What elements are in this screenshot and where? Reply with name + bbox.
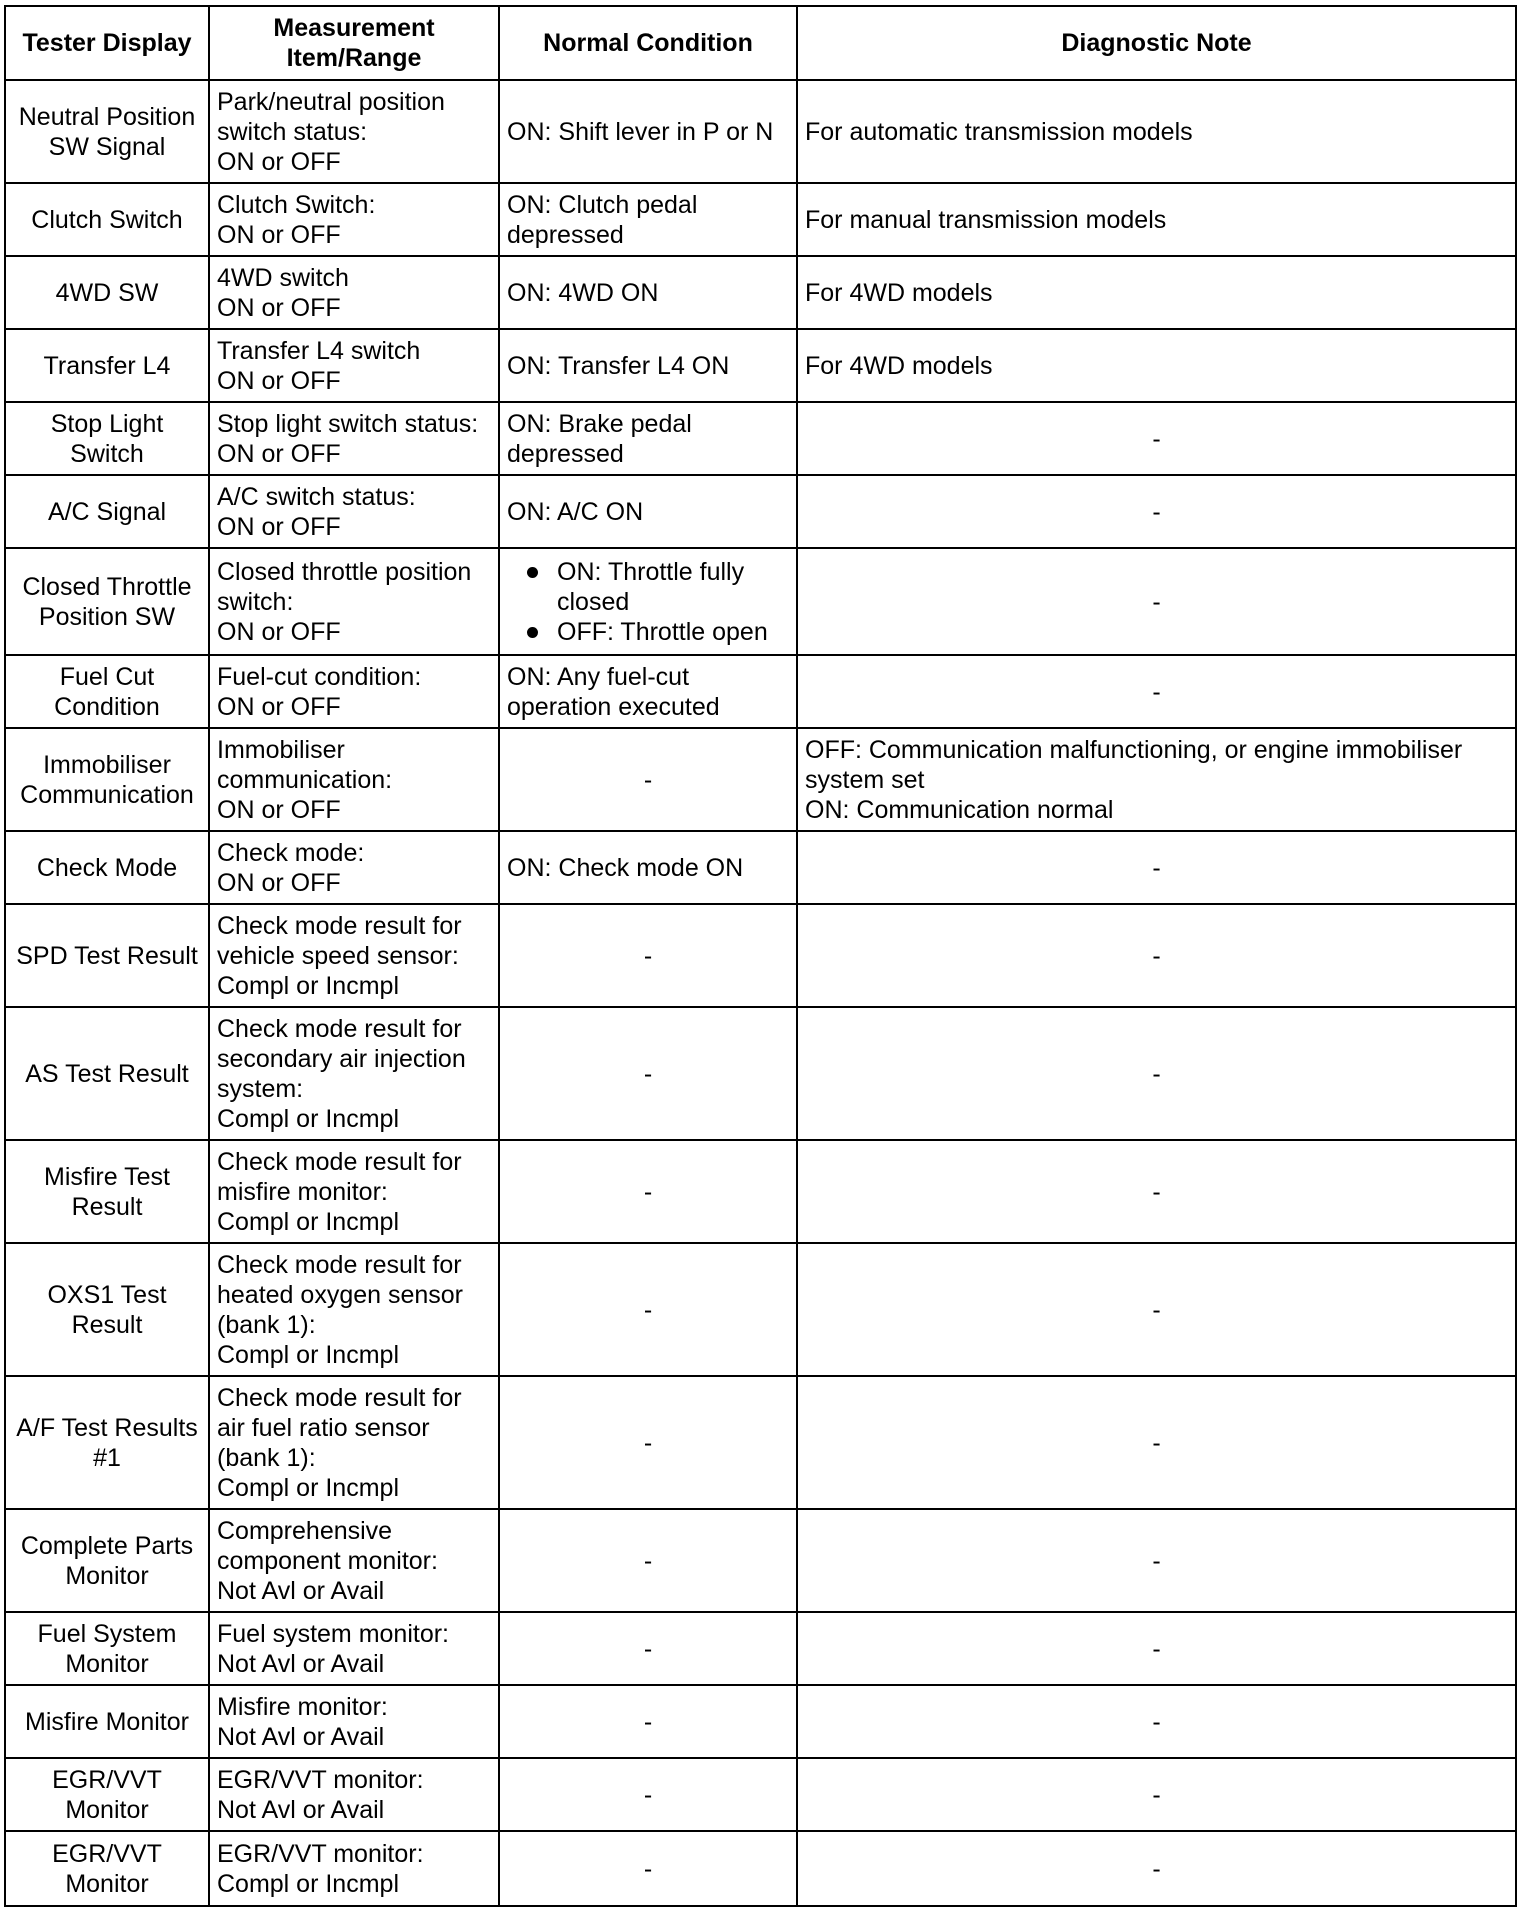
tester-display-cell-line: Condition	[54, 692, 160, 721]
diagnostic-note-cell	[797, 329, 1516, 402]
normal-condition-cell-line: depressed	[507, 220, 624, 249]
tester-display-cell	[5, 256, 209, 329]
bullet-list	[507, 557, 789, 647]
normal-condition-cell	[499, 1685, 797, 1758]
diagnostic-note-cell-line: For 4WD models	[805, 278, 993, 307]
measurement-cell	[209, 1243, 499, 1376]
measurement-cell-line: ON or OFF	[217, 617, 341, 646]
measurement-cell	[209, 831, 499, 904]
tester-display-cell-line: Stop Light	[50, 409, 164, 438]
measurement-cell-line: Check mode result for	[217, 1250, 462, 1279]
normal-condition-cell	[499, 1831, 797, 1906]
tester-display-cell	[5, 831, 209, 904]
measurement-cell-line: ON or OFF	[217, 512, 341, 541]
table-row	[5, 1831, 1516, 1906]
table-row	[5, 1612, 1516, 1685]
diagnostic-note-cell-line: ON: Communication normal	[805, 795, 1114, 824]
measurement-cell-line: ON or OFF	[217, 439, 341, 468]
bullet-item	[523, 557, 789, 617]
tester-display-cell-line: Fuel Cut	[59, 662, 155, 691]
measurement-cell-line: component monitor:	[217, 1546, 438, 1575]
normal-condition-cell	[499, 904, 797, 1007]
measurement-cell-line: Not Avl or Avail	[217, 1649, 385, 1678]
tester-display-table	[4, 5, 1517, 1907]
measurement-cell-line: Closed throttle position	[217, 557, 472, 586]
normal-condition-cell-line: -	[643, 1177, 653, 1206]
diagnostic-note-cell	[797, 1376, 1516, 1509]
diagnostic-note-cell-line: -	[1152, 1634, 1161, 1663]
table-row	[5, 475, 1516, 548]
normal-condition-cell	[499, 402, 797, 475]
diagnostic-note-cell-line: OFF: Communication malfunctioning, or engine immobiliser	[805, 735, 1463, 764]
diagnostic-note-cell	[797, 548, 1516, 655]
normal-condition-cell-line: ON: Brake pedal	[507, 409, 692, 438]
diagnostic-note-cell-line: -	[1152, 424, 1161, 453]
table-row	[5, 1685, 1516, 1758]
table-row	[5, 548, 1516, 655]
normal-condition-cell	[499, 80, 797, 183]
normal-condition-cell	[499, 329, 797, 402]
tester-display-cell-line: SW Signal	[48, 132, 166, 161]
tester-display-cell-line: Position SW	[38, 602, 176, 631]
normal-condition-cell	[499, 1758, 797, 1831]
table-row	[5, 728, 1516, 831]
measurement-cell-line: ON or OFF	[217, 795, 341, 824]
normal-condition-cell-line: ON: Any fuel-cut	[507, 662, 690, 691]
normal-condition-cell	[499, 475, 797, 548]
measurement-cell-line: Check mode result for	[217, 1383, 462, 1412]
bullet-item-line: OFF: Throttle open	[557, 617, 768, 646]
normal-condition-cell-line: depressed	[507, 439, 624, 468]
measurement-cell	[209, 402, 499, 475]
measurement-cell-line: Immobiliser	[217, 735, 345, 764]
measurement-cell-line: air fuel ratio sensor	[217, 1413, 430, 1442]
tester-display-cell	[5, 329, 209, 402]
diagnostic-note-cell	[797, 1831, 1516, 1906]
diagnostic-note-cell	[797, 256, 1516, 329]
measurement-cell-line: EGR/VVT monitor:	[217, 1765, 424, 1794]
diagnostic-note-cell	[797, 1758, 1516, 1831]
tester-display-cell-line: Monitor	[65, 1869, 149, 1898]
measurement-cell	[209, 1831, 499, 1906]
measurement-cell	[209, 1007, 499, 1140]
diagnostic-note-cell	[797, 1612, 1516, 1685]
tester-display-cell	[5, 475, 209, 548]
diagnostic-note-cell	[797, 1140, 1516, 1243]
tester-display-cell-line: Complete Parts	[20, 1531, 194, 1560]
tester-display-cell	[5, 1758, 209, 1831]
normal-condition-cell-line: -	[643, 1780, 653, 1809]
normal-condition-cell-line: operation executed	[507, 692, 720, 721]
normal-condition-cell	[499, 256, 797, 329]
measurement-cell-line: Transfer L4 switch	[217, 336, 421, 365]
tester-display-cell	[5, 1243, 209, 1376]
table-row	[5, 80, 1516, 183]
tester-display-cell-line: Misfire Test	[44, 1162, 170, 1191]
measurement-cell-line: switch:	[217, 587, 294, 616]
measurement-cell-line: A/C switch status:	[217, 482, 416, 511]
normal-condition-cell-line: -	[643, 1707, 653, 1736]
measurement-cell-line: ON or OFF	[217, 220, 341, 249]
header-measurement-item-range: Measurement Item/Range	[209, 6, 499, 80]
tester-display-cell-line: 4WD SW	[55, 278, 159, 307]
tester-display-cell-line: SPD Test Result	[16, 941, 198, 970]
table-row	[5, 1140, 1516, 1243]
measurement-cell-line: EGR/VVT monitor:	[217, 1839, 424, 1868]
normal-condition-cell-line: -	[643, 941, 653, 970]
header-tester-display: Tester Display	[5, 6, 209, 80]
tester-display-cell	[5, 1376, 209, 1509]
diagnostic-note-cell-line: -	[1152, 1780, 1161, 1809]
diagnostic-note-cell-line: For manual transmission models	[805, 205, 1167, 234]
tester-display-cell-line: EGR/VVT	[52, 1839, 162, 1868]
normal-condition-cell-line: -	[643, 765, 653, 794]
tester-display-cell-line: A/C Signal	[47, 497, 167, 526]
normal-condition-cell	[499, 1243, 797, 1376]
measurement-cell-line: secondary air injection	[217, 1044, 466, 1073]
diagnostic-note-cell-line: -	[1152, 497, 1161, 526]
measurement-cell-line: Comprehensive	[217, 1516, 393, 1545]
measurement-cell	[209, 183, 499, 256]
measurement-cell-line: ON or OFF	[217, 147, 341, 176]
normal-condition-cell	[499, 1140, 797, 1243]
measurement-cell-line: Not Avl or Avail	[217, 1795, 385, 1824]
measurement-cell-line: switch status:	[217, 117, 368, 146]
diagnostic-note-cell	[797, 904, 1516, 1007]
tester-display-cell	[5, 402, 209, 475]
tester-display-cell	[5, 548, 209, 655]
diagnostic-note-cell	[797, 831, 1516, 904]
diagnostic-note-cell-line: -	[1152, 1707, 1161, 1736]
tester-display-cell	[5, 655, 209, 728]
tester-display-cell-line: Communication	[20, 780, 194, 809]
normal-condition-cell-line: -	[643, 1428, 653, 1457]
measurement-cell-line: Clutch Switch:	[217, 190, 376, 219]
diagnostic-note-cell	[797, 80, 1516, 183]
tester-display-cell-line: AS Test Result	[25, 1059, 189, 1088]
table-body	[5, 80, 1516, 1906]
measurement-cell	[209, 904, 499, 1007]
measurement-cell-line: vehicle speed sensor:	[217, 941, 459, 970]
diagnostic-note-cell	[797, 475, 1516, 548]
tester-display-cell	[5, 728, 209, 831]
table-row	[5, 402, 1516, 475]
table-header-row	[5, 6, 1516, 80]
measurement-cell-line: ON or OFF	[217, 868, 341, 897]
measurement-cell	[209, 1685, 499, 1758]
table-row	[5, 904, 1516, 1007]
header-normal-condition: Normal Condition	[499, 6, 797, 80]
diagnostic-note-cell-line: For 4WD models	[805, 351, 993, 380]
measurement-cell-line: Check mode result for	[217, 1014, 462, 1043]
normal-condition-cell	[499, 655, 797, 728]
measurement-cell-line: communication:	[217, 765, 393, 794]
bullet-item	[523, 617, 789, 647]
measurement-cell-line: Check mode result for	[217, 1147, 462, 1176]
measurement-cell-line: system:	[217, 1074, 304, 1103]
tester-display-cell-line: Neutral Position	[18, 102, 196, 131]
normal-condition-cell-line: ON: Clutch pedal	[507, 190, 698, 219]
normal-condition-cell-line: -	[643, 1546, 653, 1575]
measurement-cell-line: Compl or Incmpl	[217, 1104, 399, 1133]
measurement-cell	[209, 655, 499, 728]
measurement-cell	[209, 329, 499, 402]
measurement-cell-line: Compl or Incmpl	[217, 1869, 399, 1898]
measurement-cell-line: Park/neutral position	[217, 87, 445, 116]
tester-display-cell	[5, 1831, 209, 1906]
measurement-cell	[209, 256, 499, 329]
normal-condition-cell-line: -	[643, 1295, 653, 1324]
table-row	[5, 329, 1516, 402]
measurement-cell	[209, 80, 499, 183]
tester-display-cell-line: Switch	[70, 439, 144, 468]
measurement-cell	[209, 548, 499, 655]
measurement-cell-line: Check mode result for	[217, 911, 462, 940]
table-row	[5, 1007, 1516, 1140]
normal-condition-cell-line: ON: Transfer L4 ON	[507, 351, 730, 380]
diagnostic-note-cell-line: -	[1152, 677, 1161, 706]
diagnostic-note-cell	[797, 183, 1516, 256]
tester-display-cell-line: Transfer L4	[43, 351, 171, 380]
measurement-cell-line: Fuel system monitor:	[217, 1619, 450, 1648]
tester-display-cell-line: Fuel System	[37, 1619, 177, 1648]
tester-display-cell-line: Closed Throttle	[22, 572, 192, 601]
measurement-cell	[209, 1758, 499, 1831]
diagnostic-note-cell	[797, 1007, 1516, 1140]
tester-display-cell	[5, 1612, 209, 1685]
tester-display-cell	[5, 1685, 209, 1758]
tester-display-cell	[5, 1509, 209, 1612]
diagnostic-note-cell-line: -	[1152, 587, 1161, 616]
table-row	[5, 1243, 1516, 1376]
diagnostic-note-cell	[797, 1243, 1516, 1376]
normal-condition-cell	[499, 183, 797, 256]
tester-display-cell-line: A/F Test Results	[16, 1413, 198, 1442]
measurement-cell-line: Compl or Incmpl	[217, 1340, 399, 1369]
measurement-cell	[209, 1376, 499, 1509]
diagnostic-note-cell-line: system set	[805, 765, 925, 794]
table-row	[5, 183, 1516, 256]
normal-condition-cell-line: -	[643, 1854, 653, 1883]
tester-display-cell-line: #1	[93, 1443, 121, 1472]
normal-condition-cell-line: -	[643, 1059, 653, 1088]
measurement-cell-line: 4WD switch	[217, 263, 349, 292]
tester-display-cell-line: Monitor	[65, 1795, 149, 1824]
diagnostic-note-cell-line: -	[1152, 1546, 1161, 1575]
measurement-cell-line: misfire monitor:	[217, 1177, 388, 1206]
tester-display-cell-line: OXS1 Test	[47, 1280, 167, 1309]
diagnostic-note-cell-line: -	[1152, 941, 1161, 970]
table-row	[5, 1509, 1516, 1612]
tester-display-cell-line: Monitor	[65, 1649, 149, 1678]
measurement-cell	[209, 728, 499, 831]
diagnostic-note-cell	[797, 402, 1516, 475]
measurement-cell	[209, 1509, 499, 1612]
bullet-item-line: closed	[557, 587, 630, 616]
normal-condition-cell	[499, 831, 797, 904]
tester-display-cell	[5, 1007, 209, 1140]
measurement-cell-line: Check mode:	[217, 838, 365, 867]
normal-condition-cell	[499, 1376, 797, 1509]
measurement-cell-line: ON or OFF	[217, 293, 341, 322]
measurement-cell-line: Misfire monitor:	[217, 1692, 388, 1721]
measurement-cell-line: heated oxygen sensor	[217, 1280, 464, 1309]
measurement-cell	[209, 1612, 499, 1685]
table-row	[5, 1376, 1516, 1509]
diagnostic-note-cell	[797, 728, 1516, 831]
measurement-cell-line: Not Avl or Avail	[217, 1576, 385, 1605]
measurement-cell-line: (bank 1):	[217, 1310, 316, 1339]
measurement-cell-line: ON or OFF	[217, 692, 341, 721]
table-row	[5, 655, 1516, 728]
tester-display-cell	[5, 904, 209, 1007]
diagnostic-note-cell-line: -	[1152, 1177, 1161, 1206]
measurement-cell-line: Not Avl or Avail	[217, 1722, 385, 1751]
header-diagnostic-note: Diagnostic Note	[797, 6, 1516, 80]
normal-condition-cell-line: ON: A/C ON	[507, 497, 644, 526]
measurement-cell-line: Stop light switch status:	[217, 409, 479, 438]
normal-condition-cell	[499, 548, 797, 655]
tester-display-cell	[5, 183, 209, 256]
diagnostic-note-cell-line: For automatic transmission models	[805, 117, 1193, 146]
normal-condition-cell	[499, 1612, 797, 1685]
tester-display-cell-line: Immobiliser	[43, 750, 171, 779]
measurement-cell-line: Compl or Incmpl	[217, 1473, 399, 1502]
tester-display-cell-line: Check Mode	[36, 853, 178, 882]
normal-condition-cell-line: ON: Check mode ON	[507, 853, 744, 882]
measurement-cell-line: ON or OFF	[217, 366, 341, 395]
diagnostic-note-cell	[797, 1509, 1516, 1612]
normal-condition-cell	[499, 1007, 797, 1140]
tester-display-cell-line: Misfire Monitor	[25, 1707, 189, 1736]
measurement-cell-line: Compl or Incmpl	[217, 971, 399, 1000]
table-row	[5, 1758, 1516, 1831]
tester-display-cell	[5, 1140, 209, 1243]
diagnostic-note-cell	[797, 1685, 1516, 1758]
measurement-cell-line: (bank 1):	[217, 1443, 316, 1472]
table-row	[5, 831, 1516, 904]
diagnostic-note-cell	[797, 655, 1516, 728]
measurement-cell-line: Compl or Incmpl	[217, 1207, 399, 1236]
tester-display-cell-line: EGR/VVT	[52, 1765, 162, 1794]
diagnostic-note-cell-line: -	[1152, 1428, 1161, 1457]
tester-display-cell-line: Clutch Switch	[31, 205, 183, 234]
tester-display-cell-line: Result	[71, 1310, 143, 1339]
measurement-cell-line: Fuel-cut condition:	[217, 662, 422, 691]
table-row	[5, 256, 1516, 329]
measurement-cell	[209, 1140, 499, 1243]
diagnostic-note-cell-line: -	[1152, 853, 1161, 882]
normal-condition-cell	[499, 728, 797, 831]
normal-condition-cell	[499, 1509, 797, 1612]
diagnostic-note-cell-line: -	[1152, 1854, 1161, 1883]
measurement-cell	[209, 475, 499, 548]
diagnostic-note-cell-line: -	[1152, 1295, 1161, 1324]
normal-condition-cell-line: -	[643, 1634, 653, 1663]
diagnostic-note-cell-line: -	[1152, 1059, 1161, 1088]
normal-condition-cell-line: ON: 4WD ON	[507, 278, 659, 307]
tester-display-cell-line: Monitor	[65, 1561, 149, 1590]
tester-display-cell-line: Result	[71, 1192, 143, 1221]
normal-condition-cell-line: ON: Shift lever in P or N	[507, 117, 774, 146]
tester-display-cell	[5, 80, 209, 183]
bullet-item-line: ON: Throttle fully	[557, 557, 745, 586]
